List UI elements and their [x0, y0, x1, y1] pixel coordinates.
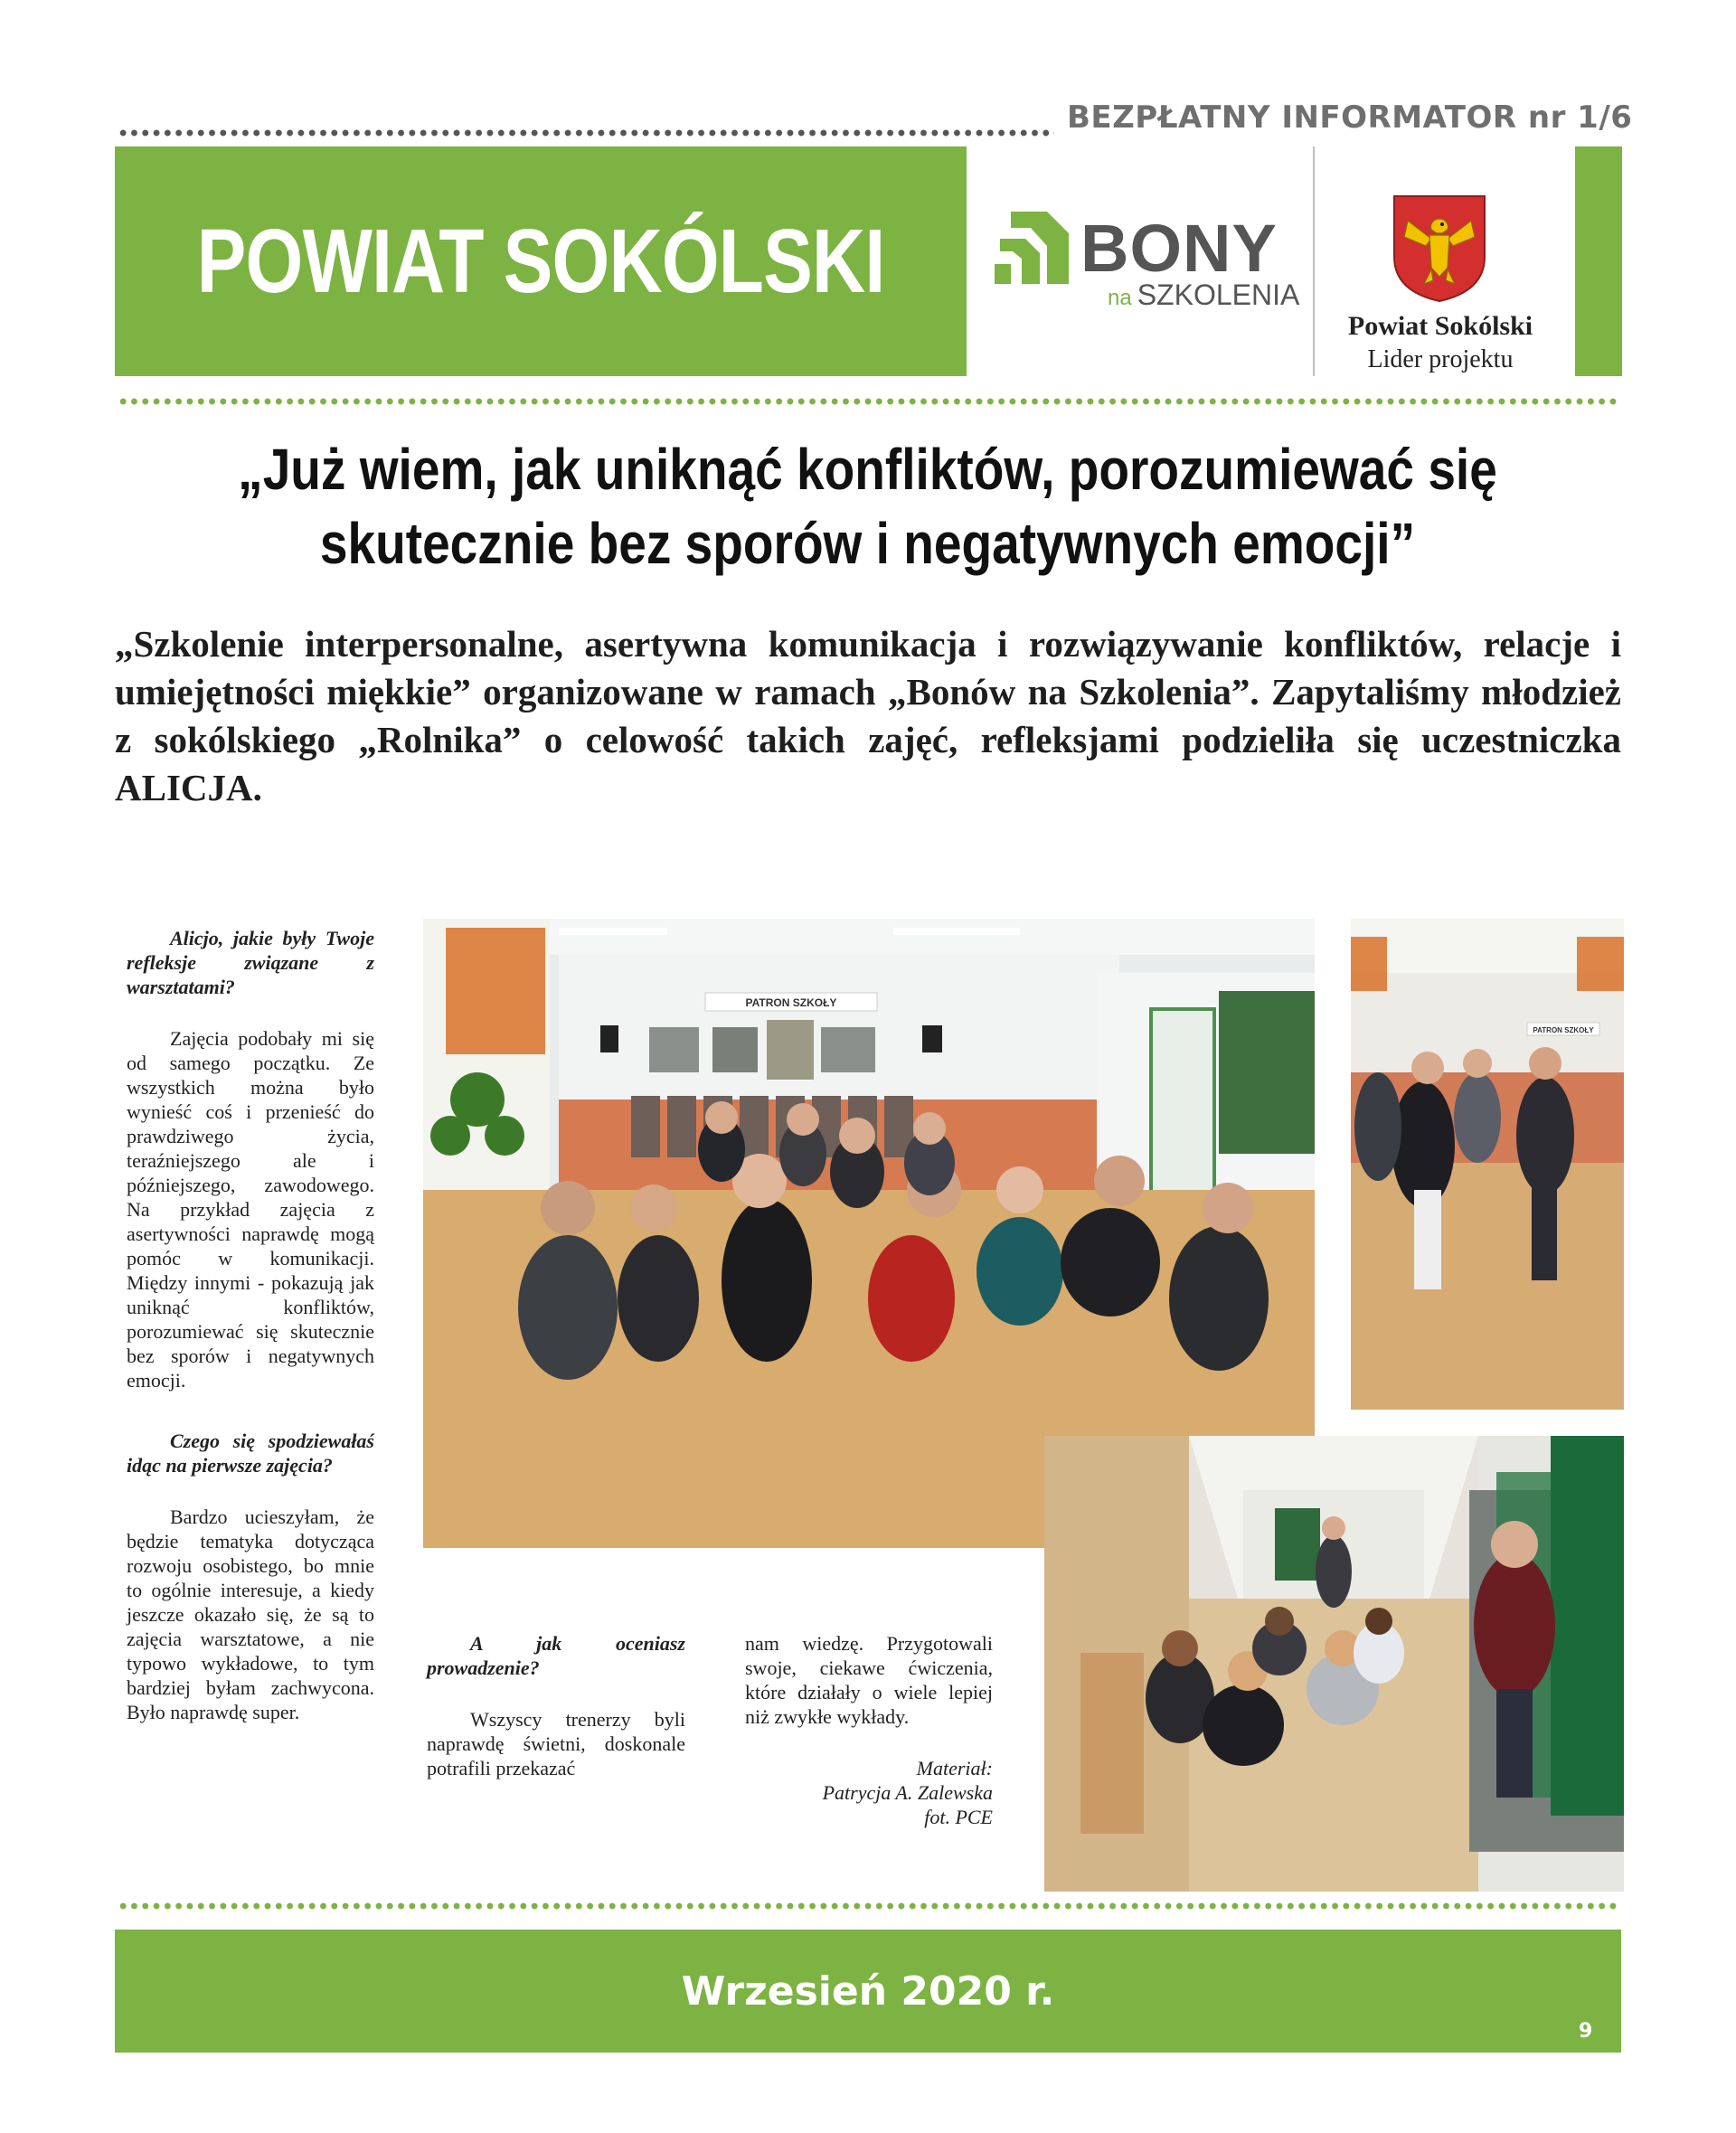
credit-photo: fot. PCE	[924, 1806, 993, 1828]
credit-author: Patrycja A. Zalewska	[822, 1781, 993, 1804]
footer-dotted-rule	[118, 1902, 1620, 1911]
issue-date: Wrzesień 2020 r.	[681, 1968, 1055, 2015]
interview-column-left	[127, 926, 374, 1724]
question-2: Czego się spodziewałaś idąc na pierwsze zajęcia?	[127, 1430, 374, 1477]
interview-column-right	[745, 1631, 993, 1829]
page-number: 9	[1579, 2020, 1593, 2043]
hall-banner-text: PATRON SZKOŁY	[1533, 1026, 1594, 1034]
bony-logo-na: na	[1108, 286, 1132, 310]
informator-label: BEZPŁATNY INFORMATOR nr 1/6	[1067, 99, 1633, 136]
headline-line-1: „Już wiem, jak uniknąć konfliktów, porozumiewać się	[238, 437, 1497, 502]
answer-1: Zajęcia podobały mi się od samego początku. Ze wszystkich można było wynieść coś i przenieść do prawdziwego życia, teraźniejszego ale i późniejszego, zawodowego. Na przykład zajęcia z asertywności naprawdę mogą pomóc w komunikacji. Między innymi - pokazują jak uniknąć konfliktów, porozumiewać się skutecznie bez sporów i negatywnych emocji.	[127, 1027, 374, 1392]
bony-logo-text: BONY	[1080, 211, 1278, 286]
headline-line-2: skutecznie bez sporów i negatywnych emocji”	[319, 511, 1416, 576]
article-headline	[115, 432, 1620, 580]
answer-3-part-1: Wszyscy trenerzy byli naprawdę świetni, doskonale potrafili przekazać	[427, 1708, 685, 1779]
credit-block	[745, 1756, 993, 1829]
bony-logo-icon	[995, 201, 1094, 291]
coat-of-arms-icon	[1390, 193, 1489, 304]
partner-name: Powiat Sokólski	[1347, 311, 1533, 341]
question-3: A jak oceniasz prowadzenie?	[427, 1632, 685, 1679]
answer-3-part-2: nam wiedzę. Przygotowali swoje, ciekawe ćwiczenia, które działały o wiele lepiej niż zwykłe wykłady.	[745, 1632, 993, 1728]
photo-corridor-group	[1044, 1436, 1624, 1892]
bony-logo-sub	[1108, 278, 1299, 312]
photo-hall-exercise	[1351, 919, 1624, 1410]
top-dotted-rule	[118, 128, 1054, 137]
question-1: Alicjo, jakie były Twoje refleksje związane z warsztatami?	[127, 927, 374, 998]
header-right-bar	[1575, 146, 1622, 376]
classroom-banner-text: PATRON SZKOŁY	[745, 996, 837, 1009]
partner-role: Lider projektu	[1367, 345, 1514, 373]
region-title: POWIAT SOKÓLSKI	[196, 210, 885, 312]
answer-2: Bardzo ucieszyłam, że będzie tematyka dotycząca rozwoju osobistego, bo mnie to ogólnie interesuje, a kiedy jeszcze okazało się, że są to zajęcia warsztatowe, a nie typowo wykładowe, to tym bardziej byłam zachwycona. Było naprawdę super.	[127, 1505, 374, 1723]
credit-label: Materiał:	[916, 1757, 993, 1779]
header-divider	[1313, 146, 1315, 376]
interview-column-middle	[427, 1631, 685, 1780]
article-lead: „Szkolenie interpersonalne, asertywna komunikacja i rozwiązywanie konfliktów, relacje i umiejętności miękkie” organizowane w ramach „Bonów na Szkolenia”. Zapytaliśmy młodzież z sokólskiego „Rolnika” o celowość takich zajęć, refleksjami podzieliła się uczestniczka ALICJA.	[115, 623, 1621, 808]
header-dotted-rule	[118, 397, 1620, 406]
bony-logo-szkolenia: SZKOLENIA	[1137, 278, 1300, 311]
